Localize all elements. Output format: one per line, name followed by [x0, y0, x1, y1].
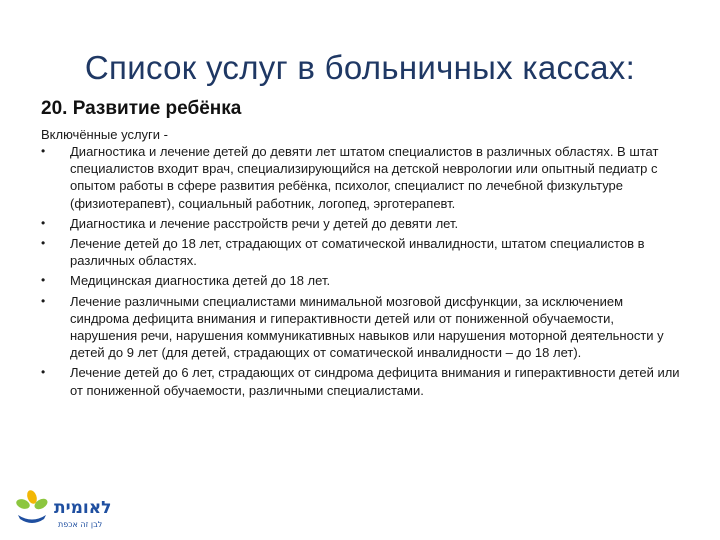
list-item [41, 272, 681, 289]
list-item [41, 235, 681, 269]
bullet-icon: • [41, 236, 46, 251]
included-services-label: Включённые услуги - [41, 127, 168, 142]
leumit-logo [10, 488, 150, 534]
bullet-icon: • [41, 144, 46, 158]
list-item [41, 143, 681, 212]
bullet-icon: • [41, 365, 46, 380]
leumit-flower-logo-icon [15, 489, 49, 523]
list-item-text: Диагностика и лечение детей до девяти лет штатом специалистов в различных областях. В штат специалистов входит врач, специализирующийся на детской неврологии или опытный педиатр с опытом работы в сфере развития ребёнка, психолог, специалист по лечебной физкультуре (физиотерапевт), социальный работник, логопед, эрготерапевт. [70, 144, 659, 211]
bullet-icon: • [41, 215, 46, 230]
bullet-icon: • [41, 293, 46, 308]
logo-name: לאומית [54, 498, 112, 518]
list-item-text: Лечение различными специалистами минимальной мозговой дисфункции, за исключением синдрома дефицита внимания и гиперактивности детей или от пониженной обучаемости, нарушения речи, нарушения коммуникативных навыков или нарушения моторной деятельности у детей до 9 лет (для детей, страдающих от соматической инвалидности – до 18 лет). [70, 293, 664, 361]
list-item-text: Лечение детей до 18 лет, страдающих от соматической инвалидности, штатом специалистов в различных областях. [70, 236, 645, 269]
list-item [41, 364, 681, 398]
bullet-icon: • [41, 273, 46, 288]
logo-tagline: לבן זה אכפת [58, 520, 103, 529]
slide-title: Список услуг в больничных кассах: [84, 49, 636, 86]
list-item-text: Лечение детей до 6 лет, страдающих от синдрома дефицита внимания и гиперактивности детей или от пониженной обучаемости, различными специалистами. [70, 365, 680, 398]
list-item [41, 293, 681, 362]
list-item-text: Диагностика и лечение расстройств речи у детей до девяти лет. [70, 215, 459, 231]
list-item-text: Медицинская диагностика детей до 18 лет. [70, 273, 331, 289]
section-heading: 20. Развитие ребёнка [41, 98, 242, 119]
list-item [41, 215, 681, 232]
services-list [41, 143, 681, 402]
